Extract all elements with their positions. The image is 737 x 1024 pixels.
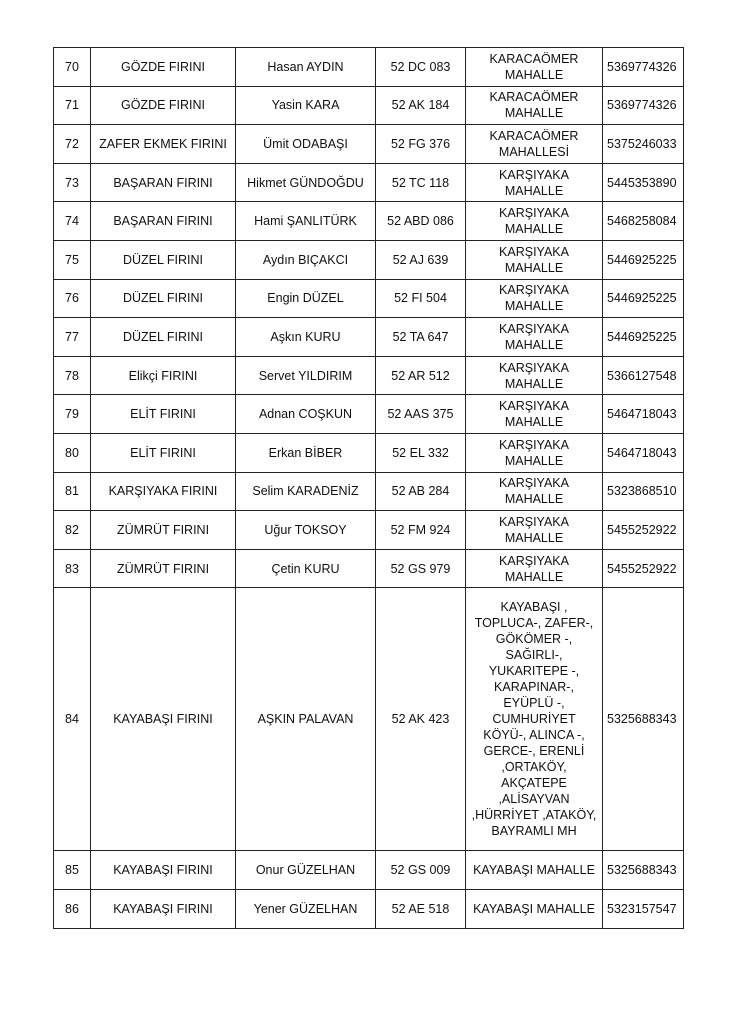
driver-name-cell: Hami ŞANLITÜRK <box>236 202 376 241</box>
phone-cell: 5323868510 <box>603 472 684 511</box>
driver-name-cell: Aşkın KURU <box>236 318 376 357</box>
phone-cell: 5468258084 <box>603 202 684 241</box>
location-cell: KARŞIYAKA MAHALLE <box>466 202 603 241</box>
location-cell: KARŞIYAKA MAHALLE <box>466 472 603 511</box>
row-number-cell: 82 <box>54 511 91 550</box>
phone-cell: 5464718043 <box>603 395 684 434</box>
phone-cell: 5369774326 <box>603 86 684 125</box>
license-plate-cell: 52 AK 423 <box>376 588 466 851</box>
license-plate-cell: 52 FM 924 <box>376 511 466 550</box>
table-row <box>54 472 684 511</box>
phone-cell: 5325688343 <box>603 851 684 890</box>
location-cell: KARŞIYAKA MAHALLE <box>466 318 603 357</box>
table-body <box>54 48 684 929</box>
bakery-name-cell: BAŞARAN FIRINI <box>91 202 236 241</box>
row-number-cell: 80 <box>54 433 91 472</box>
row-number-cell: 85 <box>54 851 91 890</box>
location-cell: KARŞIYAKA MAHALLE <box>466 163 603 202</box>
row-number-cell: 73 <box>54 163 91 202</box>
table-row <box>54 889 684 928</box>
driver-name-cell: Uğur TOKSOY <box>236 511 376 550</box>
row-number-cell: 79 <box>54 395 91 434</box>
row-number-cell: 81 <box>54 472 91 511</box>
table-row <box>54 395 684 434</box>
driver-name-cell: Yasin KARA <box>236 86 376 125</box>
bakery-name-cell: DÜZEL FIRINI <box>91 279 236 318</box>
license-plate-cell: 52 AB 284 <box>376 472 466 511</box>
bakery-name-cell: ELİT FIRINI <box>91 395 236 434</box>
location-cell: KARŞIYAKA MAHALLE <box>466 356 603 395</box>
license-plate-cell: 52 TA 647 <box>376 318 466 357</box>
location-cell: KARŞIYAKA MAHALLE <box>466 549 603 588</box>
location-cell: KAYABAŞI MAHALLE <box>466 889 603 928</box>
license-plate-cell: 52 FI 504 <box>376 279 466 318</box>
driver-name-cell: Engin DÜZEL <box>236 279 376 318</box>
table-row <box>54 511 684 550</box>
driver-name-cell: Selim KARADENİZ <box>236 472 376 511</box>
row-number-cell: 71 <box>54 86 91 125</box>
bakery-name-cell: ELİT FIRINI <box>91 433 236 472</box>
driver-name-cell: Çetin KURU <box>236 549 376 588</box>
bakery-name-cell: GÖZDE FIRINI <box>91 86 236 125</box>
bakery-name-cell: ZÜMRÜT FIRINI <box>91 549 236 588</box>
phone-cell: 5446925225 <box>603 240 684 279</box>
bakery-name-cell: BAŞARAN FIRINI <box>91 163 236 202</box>
driver-name-cell: Aydın BIÇAKCI <box>236 240 376 279</box>
license-plate-cell: 52 AE 518 <box>376 889 466 928</box>
table-row <box>54 202 684 241</box>
location-cell: KARŞIYAKA MAHALLE <box>466 395 603 434</box>
driver-name-cell: Onur GÜZELHAN <box>236 851 376 890</box>
driver-name-cell: Ümit ODABAŞI <box>236 125 376 164</box>
bakery-name-cell: ZÜMRÜT FIRINI <box>91 511 236 550</box>
phone-cell: 5323157547 <box>603 889 684 928</box>
phone-cell: 5455252922 <box>603 511 684 550</box>
table-row <box>54 851 684 890</box>
license-plate-cell: 52 GS 979 <box>376 549 466 588</box>
phone-cell: 5325688343 <box>603 588 684 851</box>
phone-cell: 5369774326 <box>603 48 684 87</box>
bakery-name-cell: KAYABAŞI FIRINI <box>91 889 236 928</box>
phone-cell: 5455252922 <box>603 549 684 588</box>
location-cell: KAYABAŞI MAHALLE <box>466 851 603 890</box>
bakery-name-cell: ZAFER EKMEK FIRINI <box>91 125 236 164</box>
table-row <box>54 86 684 125</box>
license-plate-cell: 52 DC 083 <box>376 48 466 87</box>
license-plate-cell: 52 TC 118 <box>376 163 466 202</box>
row-number-cell: 86 <box>54 889 91 928</box>
license-plate-cell: 52 AJ 639 <box>376 240 466 279</box>
row-number-cell: 76 <box>54 279 91 318</box>
driver-name-cell: Hasan AYDIN <box>236 48 376 87</box>
bakery-name-cell: KAYABAŞI FIRINI <box>91 851 236 890</box>
table-row <box>54 240 684 279</box>
table-row <box>54 125 684 164</box>
license-plate-cell: 52 GS 009 <box>376 851 466 890</box>
location-cell: KARŞIYAKA MAHALLE <box>466 240 603 279</box>
bakery-name-cell: KARŞIYAKA FIRINI <box>91 472 236 511</box>
license-plate-cell: 52 AAS 375 <box>376 395 466 434</box>
row-number-cell: 83 <box>54 549 91 588</box>
phone-cell: 5464718043 <box>603 433 684 472</box>
license-plate-cell: 52 FG 376 <box>376 125 466 164</box>
location-cell: KARACAÖMER MAHALLE <box>466 86 603 125</box>
bakery-name-cell: GÖZDE FIRINI <box>91 48 236 87</box>
row-number-cell: 78 <box>54 356 91 395</box>
row-number-cell: 84 <box>54 588 91 851</box>
table-row <box>54 433 684 472</box>
table-row <box>54 279 684 318</box>
row-number-cell: 77 <box>54 318 91 357</box>
phone-cell: 5445353890 <box>603 163 684 202</box>
bakery-name-cell: Elikçi FIRINI <box>91 356 236 395</box>
driver-name-cell: AŞKIN PALAVAN <box>236 588 376 851</box>
table-row <box>54 318 684 357</box>
location-cell: KAYABAŞI , TOPLUCA-, ZAFER-, GÖKÖMER -, SAĞIRLI-, YUKARITEPE -, KARAPINAR-, EYÜPLÜ -, CUMHURİYET KÖYÜ-, ALINCA -, GERCE-, ERENLİ ,ORTAKÖY, AKÇATEPE ,ALİSAYVAN ,HÜRRİYET ,ATAKÖY, BAYRAMLI MH <box>466 588 603 851</box>
row-number-cell: 75 <box>54 240 91 279</box>
bakery-table <box>53 47 684 929</box>
driver-name-cell: Yener GÜZELHAN <box>236 889 376 928</box>
license-plate-cell: 52 EL 332 <box>376 433 466 472</box>
phone-cell: 5446925225 <box>603 318 684 357</box>
license-plate-cell: 52 AR 512 <box>376 356 466 395</box>
bakery-name-cell: KAYABAŞI FIRINI <box>91 588 236 851</box>
driver-name-cell: Hikmet GÜNDOĞDU <box>236 163 376 202</box>
row-number-cell: 72 <box>54 125 91 164</box>
location-cell: KARŞIYAKA MAHALLE <box>466 433 603 472</box>
location-cell: KARŞIYAKA MAHALLE <box>466 279 603 318</box>
table-row <box>54 549 684 588</box>
license-plate-cell: 52 ABD 086 <box>376 202 466 241</box>
location-cell: KARACAÖMER MAHALLE <box>466 48 603 87</box>
driver-name-cell: Adnan COŞKUN <box>236 395 376 434</box>
table-row <box>54 588 684 851</box>
table-row <box>54 163 684 202</box>
phone-cell: 5446925225 <box>603 279 684 318</box>
table-row <box>54 356 684 395</box>
row-number-cell: 74 <box>54 202 91 241</box>
phone-cell: 5366127548 <box>603 356 684 395</box>
bakery-name-cell: DÜZEL FIRINI <box>91 318 236 357</box>
phone-cell: 5375246033 <box>603 125 684 164</box>
location-cell: KARACAÖMER MAHALLESİ <box>466 125 603 164</box>
bakery-name-cell: DÜZEL FIRINI <box>91 240 236 279</box>
row-number-cell: 70 <box>54 48 91 87</box>
driver-name-cell: Erkan BİBER <box>236 433 376 472</box>
table-row <box>54 48 684 87</box>
location-cell: KARŞIYAKA MAHALLE <box>466 511 603 550</box>
license-plate-cell: 52 AK 184 <box>376 86 466 125</box>
driver-name-cell: Servet YILDIRIM <box>236 356 376 395</box>
